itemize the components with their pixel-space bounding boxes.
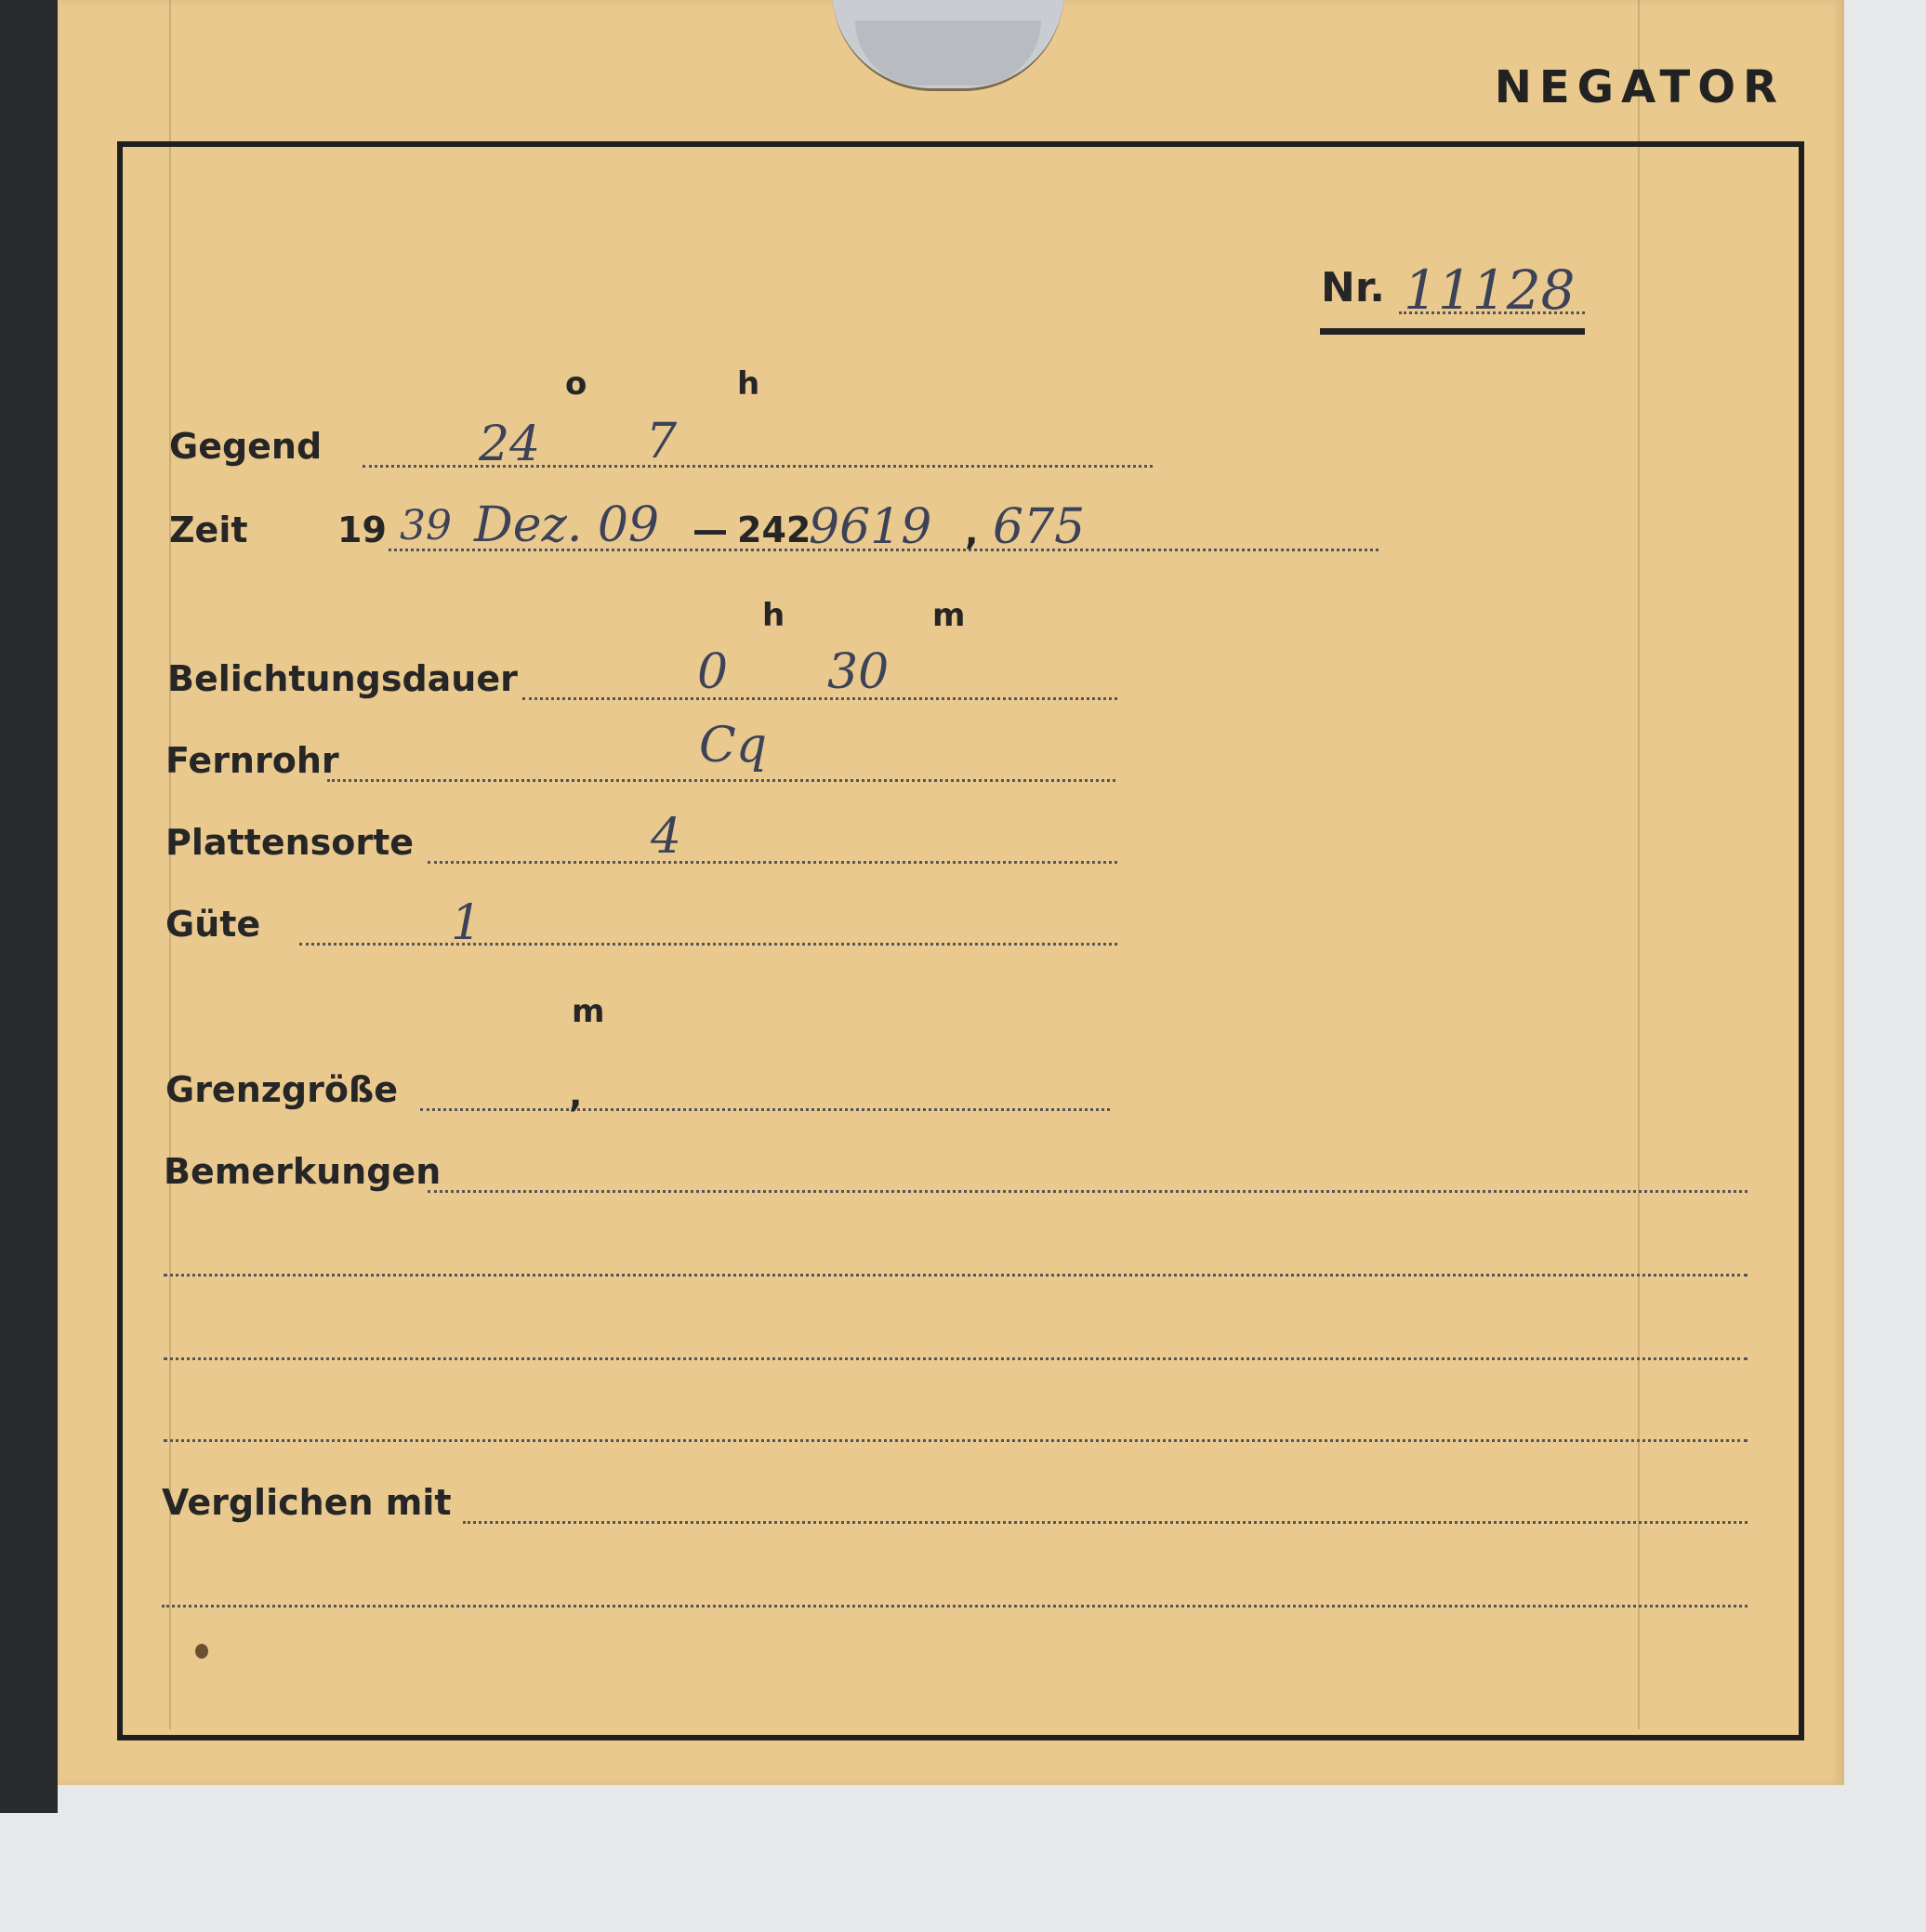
grenzgroesse-dotted-line: [420, 1108, 1110, 1111]
zeit-jd-fraction: 675: [993, 499, 1086, 555]
grenzgroesse-label: Grenzgröße: [165, 1069, 399, 1110]
guete-value: 1: [451, 895, 482, 951]
verglichen-mit-label: Verglichen mit: [162, 1482, 452, 1523]
verglichen-mit-dotted-line-2: [162, 1605, 1748, 1608]
belichtungsdauer-label: Belichtungsdauer: [167, 658, 518, 699]
binder-spine: [0, 0, 58, 1813]
zeit-month-day: Dez. 09: [474, 497, 660, 553]
belichtungsdauer-minutes: 30: [827, 644, 890, 700]
belichtungsdauer-hours: 0: [697, 644, 729, 700]
fernrohr-label: Fernrohr: [165, 740, 339, 781]
bemerkungen-dotted-line-4: [164, 1439, 1748, 1442]
zeit-dash: —: [693, 509, 728, 550]
unit-minute-m-belichtung: m: [932, 597, 966, 634]
unit-degree-o: o: [565, 365, 587, 403]
gegend-value-a: 24: [479, 417, 541, 472]
plattensorte-label: Plattensorte: [165, 822, 415, 863]
unit-magnitude-m: m: [572, 993, 605, 1030]
fernrohr-dotted-line: [327, 779, 1115, 782]
paper-stain: [195, 1644, 208, 1659]
gegend-value-b: 7: [646, 414, 678, 470]
bemerkungen-dotted-line-2: [164, 1274, 1748, 1277]
nr-underline: [1320, 328, 1585, 335]
unit-hour-h-gegend: h: [737, 365, 760, 403]
bemerkungen-label: Bemerkungen: [164, 1151, 442, 1192]
grenzgroesse-comma: ,: [569, 1074, 583, 1115]
bemerkungen-dotted-line-3: [164, 1357, 1748, 1360]
plattensorte-value: 4: [651, 809, 682, 865]
guete-dotted-line: [299, 943, 1117, 946]
gegend-label: Gegend: [169, 426, 323, 467]
nr-label: Nr.: [1321, 264, 1385, 311]
zeit-century: 19: [337, 509, 387, 550]
nr-value: 11128: [1404, 258, 1576, 322]
zeit-jd-prefix: 242: [737, 509, 811, 550]
plattensorte-dotted-line: [428, 861, 1117, 864]
guete-label: Güte: [165, 904, 261, 945]
zeit-comma: ,: [965, 511, 979, 552]
zeit-label: Zeit: [169, 509, 248, 550]
bemerkungen-dotted-line-1: [428, 1190, 1748, 1193]
belichtungsdauer-dotted-line: [522, 697, 1117, 700]
zeit-jd-value: 9619: [809, 499, 932, 555]
unit-hour-h-belichtung: h: [762, 597, 785, 634]
verglichen-mit-dotted-line-1: [463, 1521, 1748, 1524]
fernrohr-value: Cq: [699, 718, 768, 774]
brand-title: NEGATOR: [1494, 61, 1785, 113]
zeit-year: 39: [400, 502, 452, 549]
